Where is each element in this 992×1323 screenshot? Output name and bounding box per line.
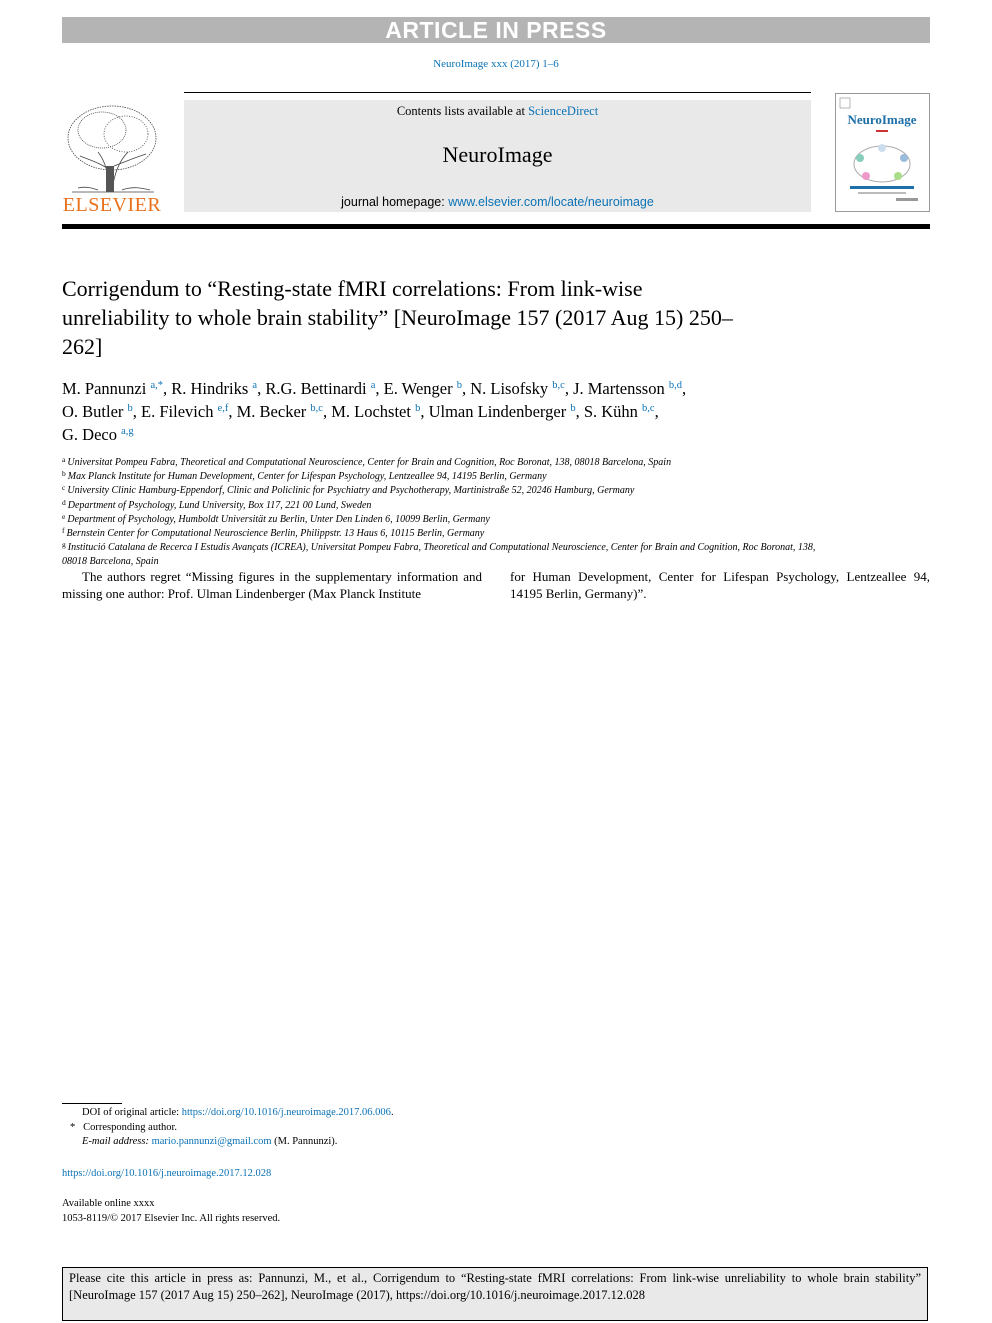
- affiliation-item: $^e$ Department of Psychology, Humboldt Universität zu Berlin, Unter Den Linden 6, 10099 Berlin, Germany: [62, 511, 490, 525]
- author[interactable]: Ulman Lindenberger $^b$: [428, 402, 576, 421]
- author[interactable]: E. Filevich $^{e,f}$: [141, 402, 229, 421]
- homepage-prefix: journal homepage:: [341, 195, 449, 209]
- author[interactable]: J. Martensson $^{b,d}$: [573, 379, 682, 398]
- cover-image: [836, 94, 929, 211]
- article-doi-link[interactable]: https://doi.org/10.1016/j.neuroimage.2017.12.028: [62, 1168, 272, 1179]
- footnotes: [62, 1106, 662, 1150]
- affiliation-item: $^f$ Bernstein Center for Computational Neuroscience Berlin, Philippstr. 13 Haus 6, 10115 Berlin, Germany: [62, 526, 485, 540]
- homepage-link[interactable]: www.elsevier.com/locate/neuroimage: [448, 195, 654, 209]
- contents-line: [184, 104, 811, 119]
- body-text-left-column: The authors regret “Missing figures in the supplementary information and missing one author: Prof. Ulman Lindenberger (Max Planck Institute: [62, 569, 482, 601]
- publication-info: [62, 1197, 280, 1226]
- corresponding-author-footnote: * Corresponding author.: [70, 1121, 178, 1133]
- original-doi-footnote: DOI of original article: https://doi.org/10.1016/j.neuroimage.2017.06.006.: [82, 1107, 394, 1118]
- author[interactable]: R. Hindriks $^a$: [171, 379, 258, 398]
- masthead-top-rule: [184, 92, 811, 93]
- email-footnote: E-mail address: mario.pannunzi@gmail.com (M. Pannunzi).: [82, 1136, 338, 1147]
- elsevier-wordmark: ELSEVIER: [62, 194, 162, 216]
- author[interactable]: R.G. Bettinardi $^a$: [265, 379, 376, 398]
- author[interactable]: E. Wenger $^b$: [383, 379, 462, 398]
- author[interactable]: M. Pannunzi $^{a,*}$: [62, 379, 164, 398]
- author[interactable]: S. Kühn $^{b,c}$: [583, 402, 655, 421]
- masthead-bottom-rule: [62, 224, 930, 229]
- author-list: M. Pannunzi $^{a,*}$, R. Hindriks $^a$, R.G. Bettinardi $^a$, E. Wenger $^b$, N. Lisofsky $^{b,c}$, J. Martensson $^{b,d}$, O. Butler $^b$, E. Filevich $^{e,f}$, M. Becker $^{b,c}$, M. Lochstet $^b$, Ulman Lindenberger $^b$, S. Kühn $^{b,c}$, G. Deco $^{a,g}$: [62, 379, 687, 444]
- article-in-press-banner: ARTICLE IN PRESS: [62, 17, 930, 43]
- article-title: Corrigendum to “Resting-state fMRI correlations: From link-wise unreliability to whole brain stability” [NeuroImage 157 (2017 Aug 15) 250–262]: [62, 276, 733, 359]
- footnote-rule: [62, 1103, 122, 1104]
- affiliation-list: [62, 456, 822, 570]
- author[interactable]: M. Lochstet $^b$: [331, 402, 421, 421]
- affiliation-item: $^d$ Department of Psychology, Lund University, Box 117, 221 00 Lund, Sweden: [62, 497, 372, 511]
- affiliation-item: $^g$ Institució Catalana de Recerca I Estudis Avançats (ICREA), Universitat Pompeu Fabra, Theoretical and Computational Neuroscience, Center for Brain and Cognition, Roc Boronat, 138, 08018 Barcelona, Spain: [62, 540, 816, 568]
- affiliation-item: $^b$ Max Planck Institute for Human Development, Center for Lifespan Psychology, Lentzeallee 94, 14195 Berlin, Germany: [62, 469, 547, 483]
- affiliation-item: $^c$ University Clinic Hamburg-Eppendorf, Clinic and Policlinic for Psychiatry and Psychotherapy, Martinistraße 52, 20246 Hamburg, Germany: [62, 483, 635, 497]
- contents-prefix: Contents lists available at: [396, 104, 529, 118]
- available-online: Available online xxxx: [62, 1198, 155, 1209]
- author[interactable]: N. Lisofsky $^{b,c}$: [470, 379, 565, 398]
- body-text-right-column: for Human Development, Center for Lifespan Psychology, Lentzeallee 94, 14195 Berlin, Germany)”.: [510, 569, 930, 601]
- email-link[interactable]: mario.pannunzi@gmail.com: [151, 1136, 272, 1147]
- copyright: 1053-8119/© 2017 Elsevier Inc. All rights reserved.: [62, 1212, 281, 1224]
- journal-name: NeuroImage: [442, 142, 553, 167]
- journal-cover-thumbnail[interactable]: [835, 93, 930, 212]
- original-doi-link[interactable]: https://doi.org/10.1016/j.neuroimage.2017.06.006: [181, 1107, 391, 1118]
- homepage-line: [184, 195, 811, 209]
- journal-reference-link[interactable]: NeuroImage xxx (2017) 1–6: [433, 58, 559, 70]
- author[interactable]: O. Butler $^b$: [62, 402, 133, 421]
- cover-title: NeuroImage: [847, 112, 917, 127]
- author[interactable]: M. Becker $^{b,c}$: [236, 402, 323, 421]
- affiliation-item: $^a$ Universitat Pompeu Fabra, Theoretical and Computational Neuroscience, Center for Brain and Cognition, Roc Boronat, 138, 08018 Barcelona, Spain: [62, 455, 672, 468]
- citation-box: Please cite this article in press as: Pannunzi, M., et al., Corrigendum to “Resting-state fMRI correlations: From link-wise unreliability to whole brain stability” [NeuroImage 157 (2017 Aug 15) 250–262], NeuroImage (2017), https://doi.org/10.1016/j.neuroimage.2017.12.028: [62, 1267, 928, 1321]
- sciencedirect-link[interactable]: ScienceDirect: [528, 104, 599, 118]
- author[interactable]: G. Deco $^{a,g}$: [62, 425, 134, 444]
